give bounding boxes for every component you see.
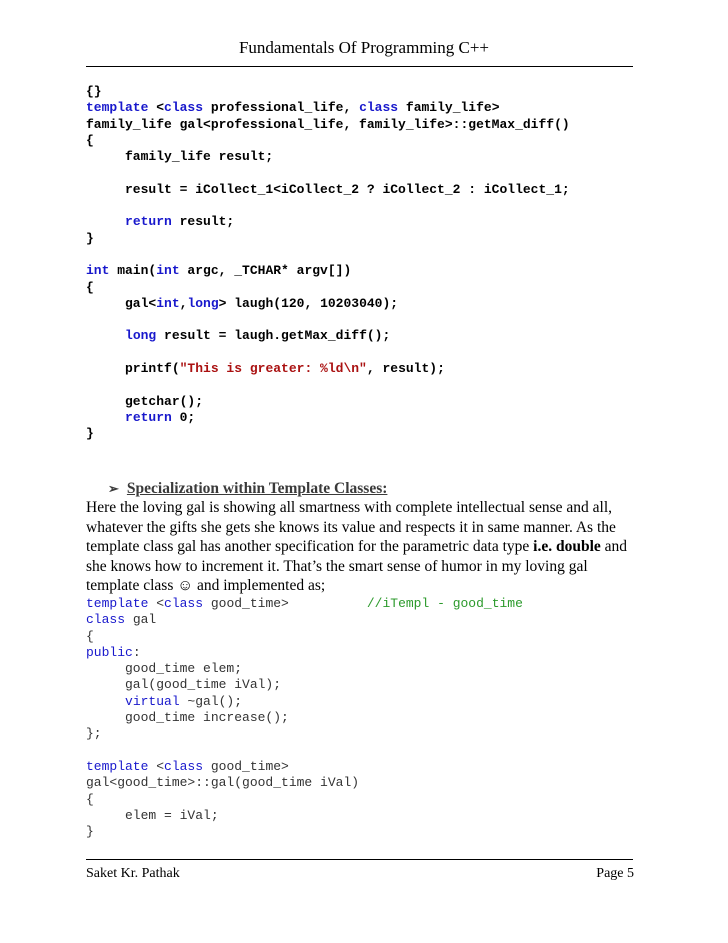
code-string: "This is greater: %ld\n" xyxy=(179,361,367,377)
footer-rule xyxy=(86,859,633,860)
code-token: 0; xyxy=(171,409,196,425)
code-line xyxy=(86,426,94,441)
code-token: }; xyxy=(86,726,102,742)
code-token: ~gal(); xyxy=(179,693,243,709)
code-block-template-class xyxy=(86,596,523,840)
code-keyword: template xyxy=(86,100,149,116)
code-token: < xyxy=(148,596,165,611)
code-line xyxy=(86,661,242,676)
code-token: gal(good_time iVal); xyxy=(86,677,282,693)
code-line xyxy=(86,759,289,774)
code-line xyxy=(86,133,94,148)
code-keyword: return xyxy=(125,409,172,425)
code-line xyxy=(86,296,398,311)
code-token: family_life result; xyxy=(86,149,274,165)
code-line xyxy=(86,677,281,692)
code-token: good_time elem; xyxy=(86,661,243,677)
code-token: < xyxy=(148,100,165,116)
code-keyword: virtual xyxy=(125,693,180,709)
code-line xyxy=(86,596,523,611)
code-token: { xyxy=(86,132,94,148)
code-token: > laugh(120, 10203040); xyxy=(218,295,399,311)
page-header-title: Fundamentals Of Programming C++ xyxy=(238,38,490,57)
code-token: family_life> xyxy=(398,100,500,116)
code-line xyxy=(86,263,351,278)
code-token: } xyxy=(86,824,94,840)
code-token: { xyxy=(86,279,94,295)
code-token: good_time increase(); xyxy=(86,710,289,726)
code-line xyxy=(86,328,390,343)
code-line xyxy=(86,710,289,725)
code-token xyxy=(86,214,125,229)
code-token xyxy=(86,410,125,425)
header-rule xyxy=(86,66,633,67)
code-token: } xyxy=(86,426,94,442)
code-line xyxy=(86,361,445,376)
code-keyword: int xyxy=(156,295,180,311)
code-token: , xyxy=(179,295,188,311)
code-line xyxy=(86,394,203,409)
code-line xyxy=(86,726,102,741)
code-token: getchar(); xyxy=(86,393,204,409)
code-token: gal<good_time>::gal(good_time iVal) xyxy=(86,775,360,791)
code-token: family_life gal<professional_life, family_life>::getMax_diff() xyxy=(86,116,570,132)
code-line xyxy=(86,214,234,229)
code-keyword: class xyxy=(359,100,399,116)
code-token: } xyxy=(86,230,94,246)
code-token: result = laugh.getMax_diff(); xyxy=(156,328,391,344)
code-token: gal< xyxy=(86,295,157,311)
section-heading xyxy=(108,480,387,498)
code-keyword: int xyxy=(86,263,110,279)
code-token: < xyxy=(148,758,165,774)
code-token: printf( xyxy=(86,361,180,377)
code-line xyxy=(86,149,273,164)
footer-page-number: Page 5 xyxy=(596,866,634,881)
code-keyword: class xyxy=(164,758,204,774)
code-line xyxy=(86,100,500,115)
footer-author: Saket Kr. Pathak xyxy=(86,866,180,881)
code-keyword: template xyxy=(86,596,149,611)
code-line xyxy=(86,410,195,425)
code-line xyxy=(86,117,570,132)
code-token: { xyxy=(86,628,94,644)
code-keyword: class xyxy=(164,100,204,116)
paragraph-text: Here the loving gal is showing all smartness with complete intellectual sense and all, whatever the gifts she gets she knows its value and respects it in same manner. As the template class gal has another specification for the parametric data type xyxy=(86,499,616,556)
code-token: : xyxy=(132,644,141,660)
code-line xyxy=(86,694,242,709)
code-token: professional_life, xyxy=(203,100,360,116)
code-line xyxy=(86,792,94,807)
code-token: {} xyxy=(86,84,102,99)
code-token: good_time> xyxy=(203,596,367,611)
code-keyword: class xyxy=(86,612,126,628)
code-line xyxy=(86,629,94,644)
code-keyword: public xyxy=(86,644,133,660)
code-comment: //iTempl - good_time xyxy=(366,596,523,611)
code-keyword: int xyxy=(156,263,180,279)
code-line xyxy=(86,612,156,627)
code-block-main xyxy=(86,84,570,443)
code-token: main( xyxy=(109,263,157,279)
code-token: gal xyxy=(125,612,157,628)
code-line xyxy=(86,182,570,197)
code-token: argc, _TCHAR* argv[]) xyxy=(179,263,352,279)
code-keyword: template xyxy=(86,758,149,774)
code-line xyxy=(86,645,141,660)
arrow-bullet-icon: ➢ xyxy=(108,481,119,496)
paragraph-bold-text: i.e. double xyxy=(533,538,601,556)
paragraph-text-end: and she knows how to increment it. That’s the smart sense of humor in my loving gal template class ☺ and implemented as; xyxy=(86,538,628,595)
code-token: elem = iVal; xyxy=(86,807,219,823)
code-token: , result); xyxy=(366,361,445,377)
code-keyword: long xyxy=(187,295,219,311)
code-keyword: return xyxy=(125,214,172,230)
code-token: good_time> xyxy=(203,758,289,774)
code-token: { xyxy=(86,791,94,807)
code-keyword: long xyxy=(125,328,157,344)
code-line xyxy=(86,280,94,295)
code-token xyxy=(86,694,125,709)
code-line xyxy=(86,808,219,823)
code-line xyxy=(86,84,102,99)
body-paragraph xyxy=(86,498,634,596)
section-heading-text: Specialization within Template Classes: xyxy=(126,480,388,497)
code-line xyxy=(86,824,94,839)
code-token xyxy=(86,328,125,343)
code-line xyxy=(86,775,359,790)
code-token: result = iCollect_1<iCollect_2 ? iCollect_2 : iCollect_1; xyxy=(86,181,570,197)
code-line xyxy=(86,231,94,246)
code-keyword: class xyxy=(164,596,204,611)
code-token: result; xyxy=(171,214,235,230)
